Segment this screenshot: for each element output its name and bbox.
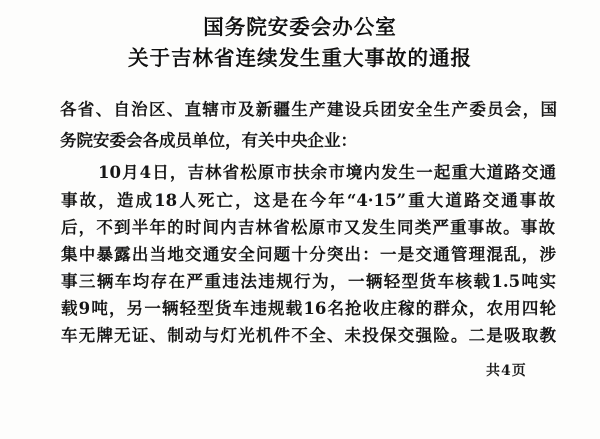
body-line-2: 事故，造成18人死亡，这是在今年“4·15”重大道路交通事故 [61, 191, 555, 210]
body-line-5: 事三辆车均存在严重违法违规行为，一辆轻型货车核载1.5吨实 [61, 272, 556, 291]
recipients-line-2: 务院安委会各成员单位，有关中央企业： [60, 131, 357, 150]
body-line-6: 载9吨，另一辆轻型货车违规载16名抢收庄稼的群众，农用四轮 [61, 299, 556, 318]
body-line-3: 后，不到半年的时间内吉林省松原市又发生同类严重事故。事故 [61, 218, 555, 237]
page-count: 共4页 [486, 363, 527, 379]
body-line-4: 集中暴露出当地交通安全问题十分突出：一是交通管理混乱，涉 [61, 245, 556, 264]
recipients-line-1: 各省、自治区、直辖市及新疆生产建设兵团安全生产委员会，国 [60, 100, 557, 119]
body-line-7: 车无牌无证、制动与灯光机件不全、未投保交强险。二是吸取教 [61, 326, 556, 345]
document-subject-title: 关于吉林省连续发生重大事故的通报 [128, 46, 472, 70]
body-line-1: 10月4日，吉林省松原市扶余市境内发生一起重大道路交通 [98, 163, 556, 182]
document-issuer-title: 国务院安委会办公室 [203, 15, 397, 39]
